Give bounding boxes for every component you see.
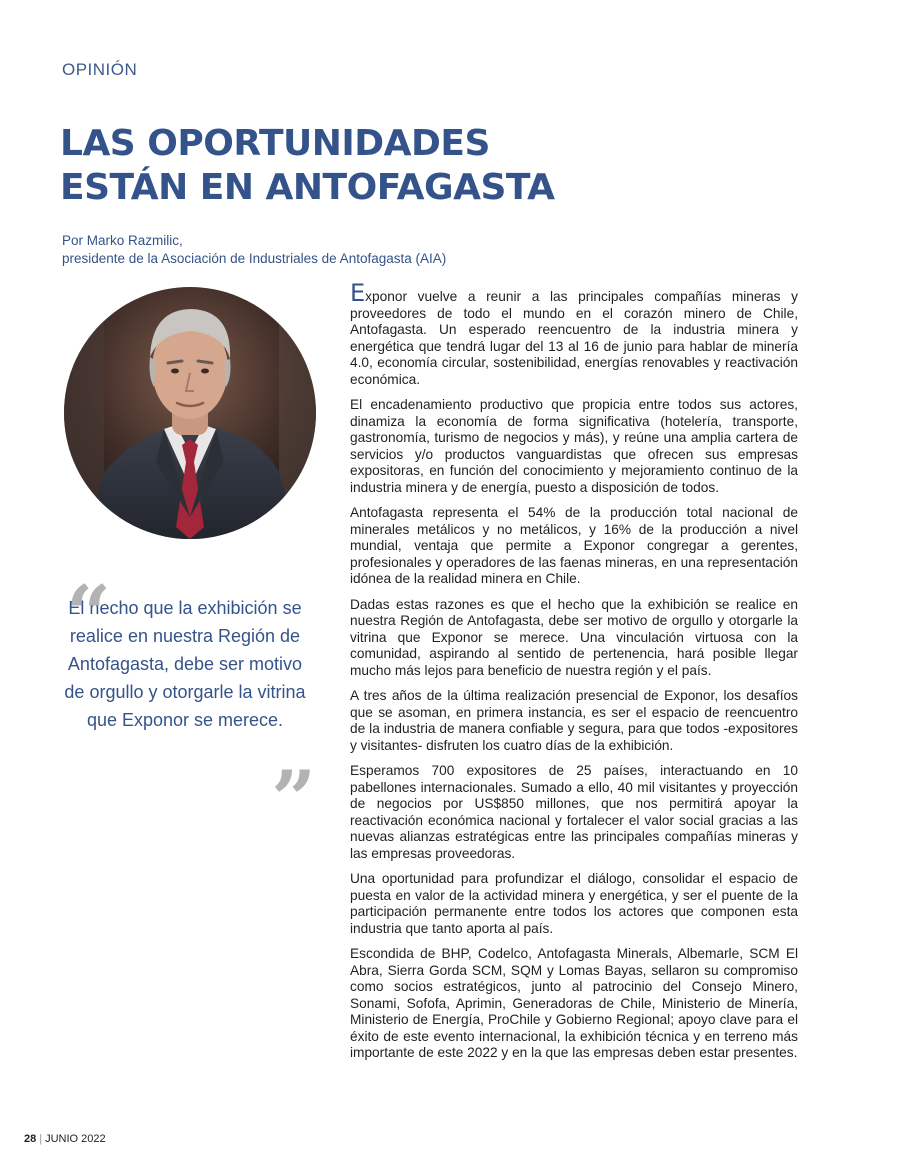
byline-author: Por Marko Razmilic,: [62, 233, 183, 248]
article-paragraph-3: Antofagasta representa el 54% de la producción total nacional de minerales metálicos y no metálicos, y 16% de la producción a nivel mundial, ventaja que permite a Exponor congregar a gerentes, profesionales y operadores de las faenas mineras, en una representación idónea de la realidad minera en Chile.: [350, 505, 798, 586]
title-line-1: LAS OPORTUNIDADES: [60, 123, 490, 164]
article-paragraph-2: El encadenamiento productivo que propicia entre todos sus actores, dinamiza la economía de forma significativa (hotelería, transporte, gastronomía, turismo de negocios y más), y reúne una amplia cartera de servicios y/o productos vanguardistas que ofrecen sus empresas expositoras, en función del conocimiento y mejoramiento continuo de la industria minera y de energía, puesto a disposición de todos.: [350, 397, 798, 495]
article-paragraph-7: Una oportunidad para profundizar el diálogo, consolidar el espacio de puesta en valor de la actividad minera y energética, y ser el puente de la participación permanente entre todos los actores que componen esta industria que tanto aporta al país.: [350, 871, 798, 936]
article-body: [350, 279, 798, 1071]
byline-role: presidente de la Asociación de Industriales de Antofagasta (AIA): [62, 251, 447, 266]
close-quote-icon: ”: [271, 754, 316, 845]
page-number: 28: [24, 1133, 37, 1145]
section-label: OPINIÓN: [62, 60, 138, 79]
author-portrait: [64, 287, 316, 539]
article-title: [60, 122, 555, 210]
footer-separator: |: [39, 1133, 43, 1145]
drop-cap: E: [350, 279, 366, 307]
title-line-2: ESTÁN EN ANTOFAGASTA: [60, 167, 555, 208]
article-paragraph-4: Dadas estas razones es que el hecho que la exhibición se realice en nuestra Región de Antofagasta, debe ser motivo de orgullo y otorgarle la vitrina que Exponor se merece. Una vinculación virtuosa con la comunidad, aspirando al sentido de pertenencia, hará posible llegar mucho más lejos para beneficio de nuestra región y el país.: [350, 596, 798, 678]
article-paragraph-1: [350, 279, 798, 388]
pull-quote-text: El hecho que la exhibición se realice en nuestra Región de Antofagasta, debe ser motivo de orgullo y otorgarle la vitrina que Exponor se merece.: [64, 598, 306, 730]
pull-quote: [60, 569, 316, 845]
page-footer: [24, 1133, 106, 1145]
article-paragraph-6: Esperamos 700 expositores de 25 países, interactuando en 10 pabellones internacionales. Sumado a ello, 40 mil visitantes y proyección de negocios por US$850 millones, que nos permitirá apoyar la reactivación económica nacional y fortalecer el valor social gracias a las nuevas alianzas estratégicas entre las principales compañías mineras y las empresas proveedoras.: [350, 763, 798, 861]
article-paragraph-8: Escondida de BHP, Codelco, Antofagasta Minerals, Albemarle, SCM El Abra, Sierra Gorda SCM, SQM y Lomas Bayas, sellaron su compromiso como socios estratégicos, junto al patrocinio del Consejo Minero, Sonami, Sofofa, Aprimin, Generadoras de Chile, Ministerio de Minería, Ministerio de Energía, ProChile y Gobierno Regional; apoyo clave para el éxito de este evento internacional, la exhibición técnica y en terreno más importante de este 2022 y en la que las empresas deben estar presentes.: [350, 946, 798, 1060]
open-quote-icon: “: [66, 569, 111, 660]
paragraph-1-text: xponor vuelve a reunir a las principales compañías mineras y proveedores de todo el mundo en el corazón minero de Chile, Antofagasta. Un esperado reencuentro de la industria minera y energética que tendrá lugar del 13 al 16 de junio para hablar de minería 4.0, economía circular, sostenibilidad, energías renovables y reactivación económica.: [350, 289, 798, 387]
portrait-illustration: [64, 287, 316, 539]
issue-date: JUNIO 2022: [45, 1133, 106, 1145]
article-paragraph-5: A tres años de la última realización presencial de Exponor, los desafíos que se asoman, en primera instancia, es ser el espacio de reencuentro de la industria de manera confiable y segura, para que todos -expositores y visitantes- disfruten los cuatro días de la exhibición.: [350, 688, 798, 753]
byline: [62, 232, 446, 268]
